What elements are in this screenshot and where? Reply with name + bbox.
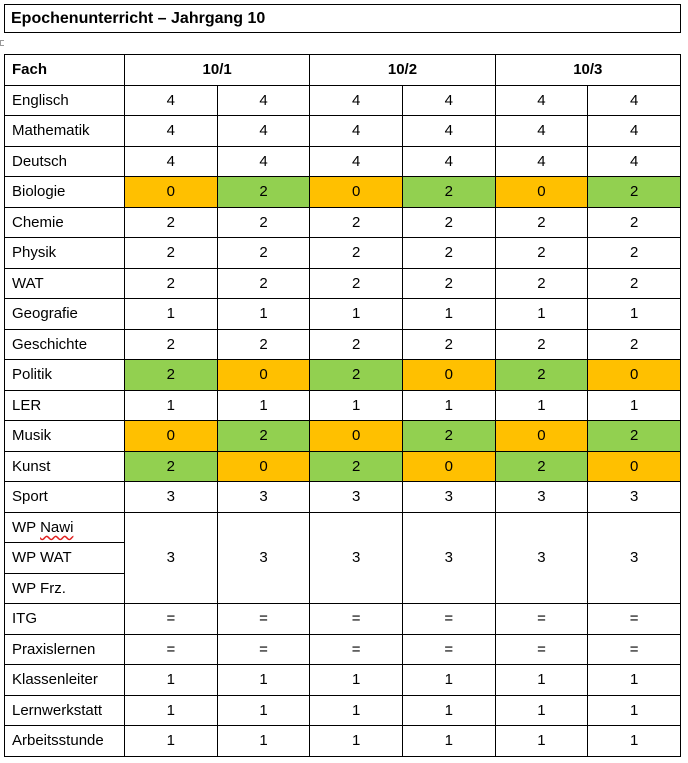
hours-cell: 2 [310, 360, 403, 391]
table-row [5, 665, 681, 696]
hours-cell: 2 [217, 207, 310, 238]
table-row [5, 177, 681, 208]
table-row [5, 390, 681, 421]
hours-cell: 4 [310, 85, 403, 116]
hours-cell: 2 [495, 329, 588, 360]
subject-cell: ITG [5, 604, 125, 635]
hours-cell: 0 [402, 360, 495, 391]
hours-cell: 0 [125, 177, 218, 208]
hours-cell: 0 [217, 360, 310, 391]
hours-cell: 2 [310, 238, 403, 269]
hours-cell: 2 [217, 268, 310, 299]
hours-cell: = [310, 634, 403, 665]
subject-cell: WP Frz. [5, 573, 125, 604]
hours-cell: 2 [310, 451, 403, 482]
subject-cell: Biologie [5, 177, 125, 208]
hours-cell: 2 [125, 360, 218, 391]
subject-cell: LER [5, 390, 125, 421]
hours-cell: = [495, 634, 588, 665]
hours-cell: 0 [495, 177, 588, 208]
hours-cell: 2 [402, 177, 495, 208]
hours-cell: 4 [125, 85, 218, 116]
hours-cell: 3 [402, 482, 495, 513]
subject-cell: Lernwerkstatt [5, 695, 125, 726]
hours-cell: 2 [125, 329, 218, 360]
hours-cell: 1 [495, 299, 588, 330]
hours-cell: 1 [588, 726, 681, 757]
hours-cell-merged: 3 [310, 512, 403, 604]
hours-cell: 1 [402, 665, 495, 696]
hours-cell: 2 [402, 207, 495, 238]
hours-cell: 1 [310, 390, 403, 421]
hours-cell: 1 [588, 665, 681, 696]
table-row [5, 360, 681, 391]
hours-cell: 4 [495, 116, 588, 147]
hours-cell: 4 [125, 116, 218, 147]
header-class-10-3: 10/3 [495, 55, 680, 86]
hours-cell: = [588, 604, 681, 635]
subject-cell: WP WAT [5, 543, 125, 574]
hours-cell: 2 [495, 451, 588, 482]
header-class-10-1: 10/1 [125, 55, 310, 86]
hours-cell: 0 [310, 421, 403, 452]
hours-cell: 1 [125, 665, 218, 696]
hours-cell-merged: 3 [588, 512, 681, 604]
hours-cell-merged: 3 [125, 512, 218, 604]
hours-cell: 1 [310, 726, 403, 757]
hours-cell: 1 [125, 390, 218, 421]
subject-cell: Arbeitsstunde [5, 726, 125, 757]
hours-cell: 3 [217, 482, 310, 513]
hours-cell: 0 [588, 360, 681, 391]
hours-cell: = [402, 634, 495, 665]
hours-cell: 2 [310, 329, 403, 360]
hours-cell: = [217, 604, 310, 635]
hours-cell: 2 [495, 238, 588, 269]
table-row [5, 146, 681, 177]
hours-cell-merged: 3 [495, 512, 588, 604]
hours-cell: 2 [495, 207, 588, 238]
table-row [5, 451, 681, 482]
table-row [5, 299, 681, 330]
hours-cell: 4 [495, 85, 588, 116]
hours-cell: 0 [125, 421, 218, 452]
hours-cell: = [402, 604, 495, 635]
hours-cell: 0 [310, 177, 403, 208]
hours-cell: 2 [588, 177, 681, 208]
subject-cell: Politik [5, 360, 125, 391]
hours-cell: 1 [588, 695, 681, 726]
hours-cell: 1 [310, 695, 403, 726]
hours-cell: 3 [495, 482, 588, 513]
hours-cell: 4 [217, 146, 310, 177]
table-row [5, 726, 681, 757]
table-row [5, 604, 681, 635]
hours-cell-merged: 3 [217, 512, 310, 604]
hours-cell: 2 [588, 421, 681, 452]
hours-cell: 2 [217, 329, 310, 360]
hours-cell: 1 [588, 390, 681, 421]
table-row [5, 512, 681, 543]
hours-cell: 4 [217, 116, 310, 147]
hours-cell: 4 [217, 85, 310, 116]
hours-cell: 0 [402, 451, 495, 482]
hours-cell: 1 [217, 299, 310, 330]
hours-cell: 0 [495, 421, 588, 452]
hours-cell: 3 [588, 482, 681, 513]
hours-cell: 1 [125, 299, 218, 330]
hours-cell: 4 [495, 146, 588, 177]
hours-cell: 2 [588, 238, 681, 269]
hours-cell: 2 [495, 268, 588, 299]
hours-cell: 1 [402, 299, 495, 330]
hours-cell: 2 [125, 207, 218, 238]
hours-cell: = [588, 634, 681, 665]
hours-cell: 4 [588, 146, 681, 177]
hours-cell: 2 [402, 329, 495, 360]
hours-cell: 2 [125, 268, 218, 299]
document-title: Epochenunterricht – Jahrgang 10 [4, 4, 681, 33]
hours-cell: 1 [495, 695, 588, 726]
hours-cell: 3 [125, 482, 218, 513]
hours-cell: 1 [217, 665, 310, 696]
hours-cell: 1 [402, 390, 495, 421]
hours-cell: 2 [217, 177, 310, 208]
hours-cell: 2 [217, 421, 310, 452]
hours-cell: 1 [495, 665, 588, 696]
subject-cell: Musik [5, 421, 125, 452]
subject-cell: WAT [5, 268, 125, 299]
hours-cell: 2 [402, 238, 495, 269]
hours-cell: 2 [588, 329, 681, 360]
hours-cell: = [495, 604, 588, 635]
hours-cell: 4 [588, 116, 681, 147]
hours-cell: 1 [125, 695, 218, 726]
table-header-row [5, 55, 681, 86]
hours-cell: 4 [402, 146, 495, 177]
subject-cell [5, 512, 125, 543]
hours-cell: = [125, 604, 218, 635]
subject-cell: Klassenleiter [5, 665, 125, 696]
subject-cell: Geografie [5, 299, 125, 330]
hours-cell: 2 [310, 268, 403, 299]
table-row [5, 329, 681, 360]
hours-cell: = [217, 634, 310, 665]
hours-cell: 1 [125, 726, 218, 757]
subject-cell: Mathematik [5, 116, 125, 147]
hours-cell: 0 [217, 451, 310, 482]
hours-cell: = [310, 604, 403, 635]
hours-cell: 1 [402, 695, 495, 726]
hours-cell: 2 [125, 238, 218, 269]
table-row [5, 634, 681, 665]
table-row [5, 268, 681, 299]
subject-cell: Praxislernen [5, 634, 125, 665]
hours-cell: 0 [588, 451, 681, 482]
subject-cell: Englisch [5, 85, 125, 116]
hours-cell: 1 [588, 299, 681, 330]
hours-cell-merged: 3 [402, 512, 495, 604]
subject-cell: Geschichte [5, 329, 125, 360]
subject-cell: Sport [5, 482, 125, 513]
hours-cell: 4 [125, 146, 218, 177]
hours-cell: 2 [402, 421, 495, 452]
spellcheck-underlined-word: Nawi [40, 518, 74, 536]
hours-cell: 1 [217, 695, 310, 726]
table-row [5, 116, 681, 147]
subject-cell: Deutsch [5, 146, 125, 177]
table-row [5, 695, 681, 726]
hours-cell: 1 [495, 726, 588, 757]
schedule-table-body [5, 55, 681, 757]
schedule-table [4, 54, 681, 757]
subject-cell: Chemie [5, 207, 125, 238]
hours-cell: 1 [402, 726, 495, 757]
hours-cell: 1 [310, 665, 403, 696]
hours-cell: 2 [310, 207, 403, 238]
hours-cell: 1 [495, 390, 588, 421]
header-subject: Fach [5, 55, 125, 86]
wp-nawi-prefix: WP [12, 518, 41, 536]
paragraph-anchor-mark [0, 40, 4, 46]
hours-cell: 2 [125, 451, 218, 482]
subject-cell: Kunst [5, 451, 125, 482]
hours-cell: 2 [495, 360, 588, 391]
hours-cell: = [125, 634, 218, 665]
hours-cell: 4 [310, 116, 403, 147]
hours-cell: 1 [217, 726, 310, 757]
table-row [5, 238, 681, 269]
hours-cell: 2 [588, 207, 681, 238]
hours-cell: 2 [402, 268, 495, 299]
table-row [5, 207, 681, 238]
hours-cell: 4 [402, 116, 495, 147]
table-row [5, 421, 681, 452]
table-row [5, 85, 681, 116]
table-row [5, 482, 681, 513]
hours-cell: 3 [310, 482, 403, 513]
hours-cell: 2 [588, 268, 681, 299]
hours-cell: 4 [402, 85, 495, 116]
hours-cell: 2 [217, 238, 310, 269]
hours-cell: 4 [588, 85, 681, 116]
hours-cell: 1 [310, 299, 403, 330]
hours-cell: 1 [217, 390, 310, 421]
hours-cell: 4 [310, 146, 403, 177]
subject-cell: Physik [5, 238, 125, 269]
header-class-10-2: 10/2 [310, 55, 495, 86]
